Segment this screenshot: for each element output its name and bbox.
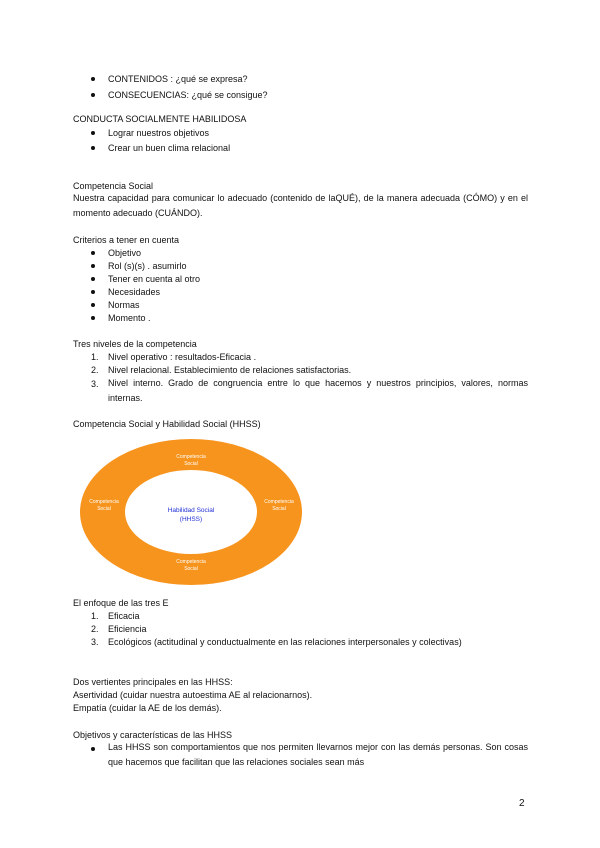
criterio-item-3: Tener en cuenta al otro (108, 274, 201, 284)
nivel-number-1: 1. (91, 352, 99, 362)
intro-bullet-contenidos: CONTENIDOS : ¿qué se expresa? (108, 74, 248, 84)
criterio-item-4: Necesidades (108, 287, 161, 297)
bullet-dot (91, 747, 95, 751)
enfoque-number-3: 3. (91, 637, 99, 647)
nivel-number-3: 3. (91, 379, 99, 389)
label-left-line2: Social (97, 506, 111, 512)
label-top-line2: Social (184, 461, 198, 467)
bullet-dot (91, 146, 95, 150)
enfoque-heading: El enfoque de las tres E (73, 598, 169, 608)
enfoque-number-2: 2. (91, 624, 99, 634)
page-number: 2 (519, 798, 525, 809)
enfoque-item-3: Ecológicos (actitudinal y conductualmente en las relaciones interpersonales y colectivas) (108, 637, 462, 647)
label-bottom-line1: Competencia (176, 559, 206, 565)
label-right-line2: Social (272, 506, 286, 512)
conducta-bullet-1: Lograr nuestros objetivos (108, 128, 210, 138)
enfoque-item-1: Eficacia (108, 611, 140, 621)
enfoque-number-1: 1. (91, 611, 99, 621)
vertientes-empatia: Empatía (cuidar la AE de los demás). (73, 703, 222, 713)
bullet-dot (91, 316, 95, 320)
nivel-number-2: 2. (91, 365, 99, 375)
bullet-dot (91, 290, 95, 294)
criterio-item-1: Objetivo (108, 248, 142, 258)
bullet-dot (91, 277, 95, 281)
center-label-line1: Habilidad Social (167, 507, 215, 514)
label-right-line1: Competencia (264, 499, 294, 505)
objetivos-bullet-text: Las HHSS son comportamientos que nos permiten llevarnos mejor con las demás personas. Son cosas que hacemos que facilitan que las relaciones sociales sean más (108, 742, 528, 767)
vertientes-heading: Dos vertientes principales en las HHSS: (73, 677, 233, 687)
bullet-dot (91, 251, 95, 255)
conducta-bullet-2: Crear un buen clima relacional (108, 143, 231, 153)
bullet-dot (91, 131, 95, 135)
criterio-item-2: Rol (s)(s) . asumirlo (108, 261, 187, 271)
label-bottom-line2: Social (184, 566, 198, 572)
nivel-item-3: Nivel interno. Grado de congruencia entre lo que hacemos y nuestros principios, valores, normas internas. (108, 378, 528, 403)
bullet-dot (91, 303, 95, 307)
diagram-heading: Competencia Social y Habilidad Social (HHSS) (73, 419, 261, 429)
label-top-line1: Competencia (176, 454, 206, 460)
nivel-item-2: Nivel relacional. Establecimiento de relaciones satisfactorias. (108, 365, 352, 375)
bullet-dot (91, 93, 95, 97)
competencia-habilidad-diagram (80, 436, 310, 588)
nivel-item-1: Nivel operativo : resultados-Eficacia . (108, 352, 257, 362)
competencia-social-text: Nuestra capacidad para comunicar lo adecuado (contenido de laQUÉ), de la manera adecuada (CÓMO) y en el momento adecuado (CUÁNDO). (73, 193, 528, 218)
vertientes-asertividad: Asertividad (cuidar nuestra autoestima AE al relacionarnos). (73, 690, 313, 700)
competencia-social-heading: Competencia Social (73, 181, 154, 191)
criterio-item-5: Normas (108, 300, 140, 310)
objetivos-heading: Objetivos y características de las HHSS (73, 730, 233, 740)
intro-bullet-consecuencias: CONSECUENCIAS: ¿qué se consigue? (108, 90, 268, 100)
label-left-line1: Competencia (89, 499, 119, 505)
bullet-dot (91, 264, 95, 268)
center-label-line2: (HHSS) (179, 516, 203, 523)
bullet-dot (91, 77, 95, 81)
conducta-heading: CONDUCTA SOCIALMENTE HABILIDOSA (73, 114, 247, 124)
enfoque-item-2: Eficiencia (108, 624, 147, 634)
niveles-heading: Tres niveles de la competencia (73, 339, 197, 349)
criterio-item-6: Momento . (108, 313, 151, 323)
criterios-heading: Criterios a tener en cuenta (73, 235, 180, 245)
